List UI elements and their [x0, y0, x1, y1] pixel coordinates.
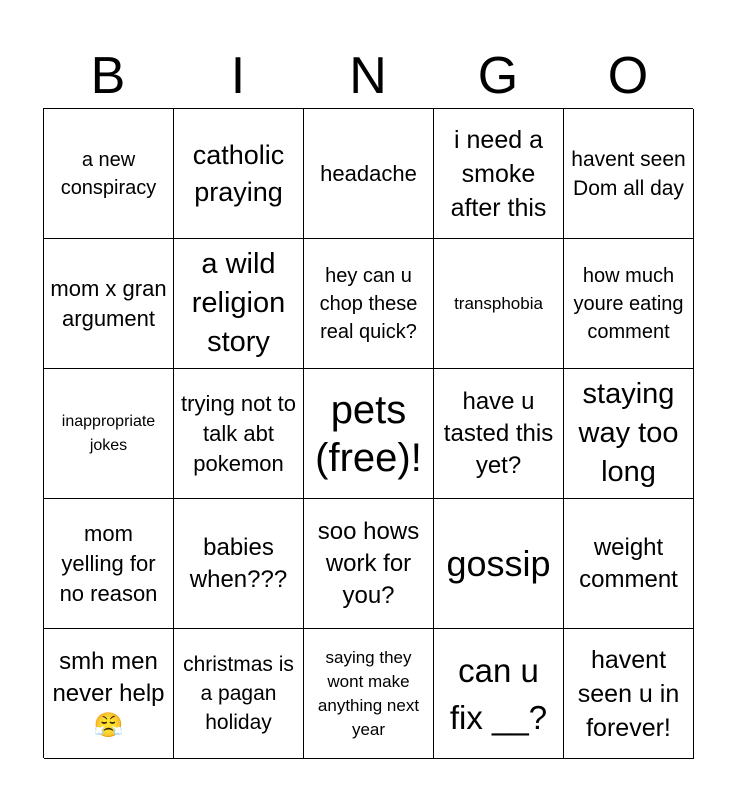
cell-text: havent seen Dom all day [571, 147, 686, 200]
bingo-cell[interactable] [564, 629, 694, 759]
bingo-cell[interactable] [564, 239, 694, 369]
cell-text: gossip [446, 542, 551, 584]
cell-text: catholic praying [192, 139, 285, 207]
bingo-cell[interactable] [44, 369, 174, 499]
cell-text: weight comment [579, 533, 678, 593]
bingo-cell[interactable] [434, 109, 564, 239]
bingo-cell[interactable] [174, 109, 304, 239]
bingo-cell[interactable] [434, 239, 564, 369]
cell-text: smh men never help 😤 [52, 647, 165, 739]
bingo-cell[interactable] [44, 239, 174, 369]
cell-text: mom x gran argument [50, 275, 167, 331]
cell-text: havent seen u in forever! [577, 645, 680, 742]
cell-text: a new conspiracy [60, 148, 157, 199]
bingo-cell[interactable] [564, 499, 694, 629]
cell-text: trying not to talk abt pokemon [181, 390, 296, 476]
bingo-cell[interactable] [434, 499, 564, 629]
bingo-cell[interactable] [44, 109, 174, 239]
cell-text: mom yelling for no reason [59, 520, 158, 606]
cell-text: i need a smoke after this [450, 125, 547, 222]
bingo-cell[interactable] [304, 109, 434, 239]
bingo-cell[interactable] [174, 499, 304, 629]
header-letter-n: N [349, 47, 387, 105]
cell-text: christmas is a pagan holiday [183, 653, 294, 734]
cell-text: a wild religion story [191, 248, 286, 358]
bingo-cell[interactable] [564, 109, 694, 239]
cell-text: pets (free)! [315, 387, 422, 480]
cell-text: saying they wont make anything next year [317, 647, 420, 739]
header-letter-i: I [230, 47, 246, 105]
bingo-cell[interactable] [174, 239, 304, 369]
cell-text: transphobia [454, 293, 543, 313]
bingo-cell[interactable] [304, 629, 434, 759]
bingo-board [43, 108, 693, 758]
cell-text: soo hows work for you? [317, 517, 420, 609]
bingo-cell[interactable] [434, 369, 564, 499]
cell-text: can u fix __? [449, 651, 548, 736]
cell-text: inappropriate jokes [61, 412, 156, 454]
cell-text: hey can u chop these real quick? [319, 264, 418, 343]
bingo-cell[interactable] [174, 369, 304, 499]
header-letter-g: G [477, 47, 519, 105]
bingo-cell[interactable] [434, 629, 564, 759]
header-letter-b: B [90, 47, 126, 105]
cell-text: have u tasted this yet? [443, 387, 554, 479]
cell-text: how much youre eating comment [573, 264, 684, 343]
cell-text: babies when??? [189, 533, 288, 593]
cell-text: headache [320, 160, 417, 186]
bingo-header [43, 44, 693, 108]
bingo-cell[interactable] [564, 369, 694, 499]
cell-text: staying way too long [578, 378, 679, 488]
bingo-cell[interactable] [44, 629, 174, 759]
bingo-cell[interactable] [304, 499, 434, 629]
bingo-cell[interactable] [174, 629, 304, 759]
bingo-cell-free[interactable] [304, 369, 434, 499]
bingo-cell[interactable] [304, 239, 434, 369]
header-letter-o: O [607, 47, 649, 105]
bingo-cell[interactable] [44, 499, 174, 629]
